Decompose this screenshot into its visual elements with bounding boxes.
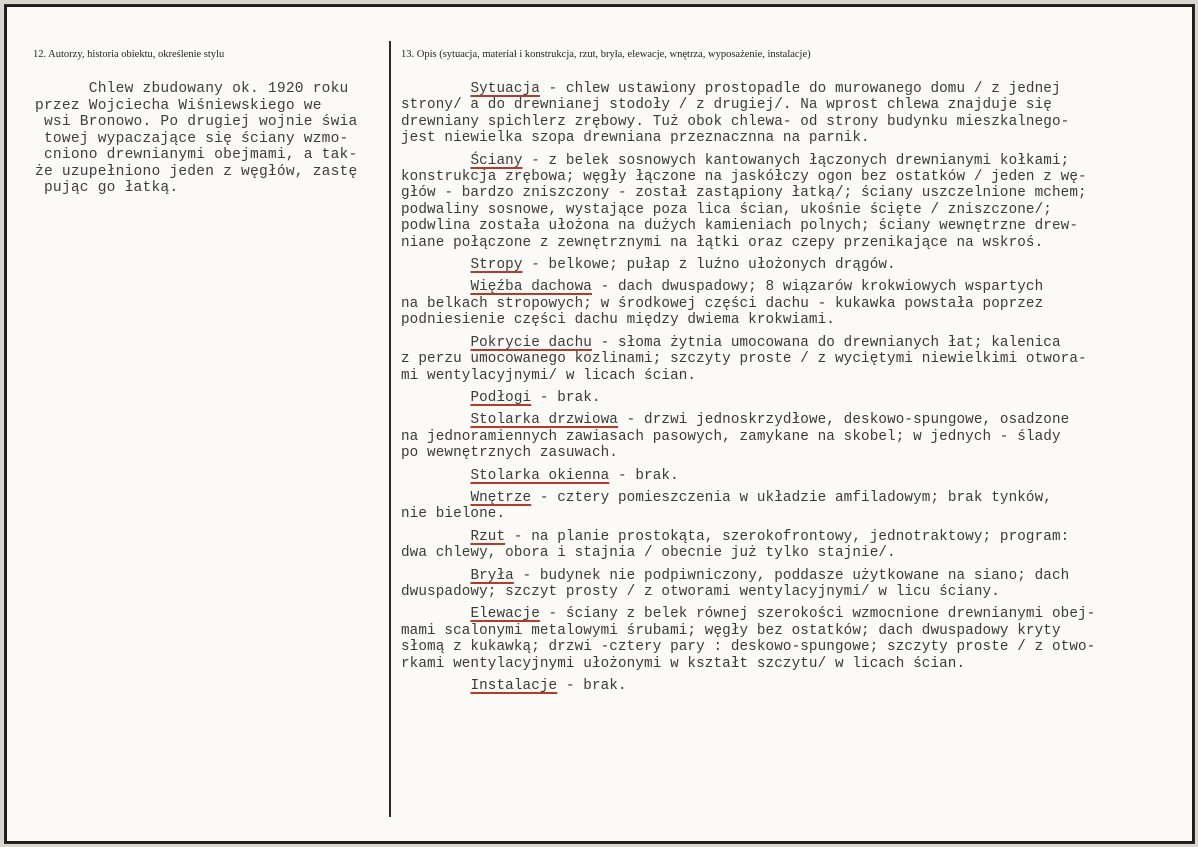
section-heading: Elewacje	[470, 606, 540, 623]
description-line: mi wentylacyjnymi/ w licach ścian.	[401, 367, 697, 384]
history-line: wsi Bronowo. Po drugiej wojnie świa	[35, 114, 358, 130]
description-line: po wewnętrznych zasuwach.	[401, 445, 618, 462]
description-section	[401, 153, 1181, 251]
section-heading: Podłogi	[470, 389, 532, 406]
description-line	[401, 257, 1181, 273]
description-line: z perzu umocowanego kozlinami; szczyty proste / z wyciętymi niewielkimi otwora-	[401, 351, 1087, 368]
description-line: słomą z kukawką; drzwi -cztery pary : deskowo-spungowe; szczyty proste / z otwo-	[401, 639, 1096, 656]
description-line: nie bielone.	[401, 506, 506, 523]
section-heading: Stolarka drzwiowa	[470, 412, 618, 429]
description-section	[401, 81, 1181, 147]
section-text: - chlew ustawiony prostopadle do murowanego domu / z jednej	[539, 81, 1061, 97]
history-line: towej wypaczające się ściany wzmo-	[35, 130, 349, 147]
section-text: - dach dwuspadowy; 8 wiązarów krokwiowych wspartych	[591, 279, 1044, 296]
description-section	[401, 529, 1181, 562]
history-line: cniono drewnianymi obejmami, a tak-	[35, 147, 358, 163]
section-heading: Rzut	[470, 528, 506, 545]
history-line: Chlew zbudowany ok. 1920 roku	[35, 81, 349, 97]
description-line: dwa chlewy, obora i stajnia / obecnie już tylko stajnie/.	[401, 545, 896, 562]
description-line	[401, 390, 1181, 406]
section-heading: Pokrycie dachu	[470, 334, 592, 351]
section-text: - z belek sosnowych kantowanych łączonych drewnianymi kołkami;	[522, 152, 1070, 169]
section-text: - brak.	[557, 678, 627, 694]
description-line	[401, 279, 1181, 295]
description-section	[401, 568, 1181, 601]
right-column-header: 13. Opis (sytuacja, materiał i konstrukcja, rzut, bryła, elewacje, wnętrza, wyposażenie, instalacje)	[401, 49, 811, 60]
section-text: - brak.	[531, 389, 601, 406]
description-section	[401, 335, 1181, 384]
description-line	[401, 678, 1181, 694]
description-line: drewniany spichlerz zrębowy. Tuż obok chlewa- od strony budynku mieszkalnego-	[401, 113, 1070, 130]
description-line: niane połączone z zewnętrznymi na łątki oraz czepy przenikające na wskroś.	[401, 234, 1044, 251]
description-section	[401, 279, 1181, 328]
description-line: podniesienie części dachu między dwiema krokwiami.	[401, 312, 835, 329]
section-heading: Stropy	[470, 257, 523, 274]
description-line: jest niewielka szopa drewniana przeznacznna na parnik.	[401, 130, 870, 147]
description-line: konstrukcja zrębowa; węgły łączone na jaskółczy ogon bez ostatków / jeden z wę-	[401, 169, 1087, 186]
section-heading: Stolarka okienna	[470, 467, 610, 484]
history-line: przez Wojciecha Wiśniewskiego we	[35, 97, 322, 114]
section-text: - ściany z belek równej szerokości wzmocnione drewnianymi obej-	[539, 606, 1096, 623]
history-text	[35, 81, 387, 197]
section-heading: Wnętrze	[470, 489, 532, 506]
description-line: strony/ a do drewnianej stodoły / z drugiej/. Na wprost chlewa znajduje się	[401, 97, 1052, 114]
section-text: - belkowe; pułap z luźno ułożonych drągów.	[522, 257, 896, 274]
description-line	[401, 153, 1181, 169]
description-line	[401, 81, 1181, 97]
description-text	[401, 81, 1181, 694]
section-text: - słoma żytnia umocowana do drewnianych łat; kalenica	[591, 334, 1061, 351]
description-line	[401, 468, 1181, 484]
description-line: rkami wentylacyjnymi ułożonymi w kształt szczytu/ w licach ścian.	[401, 655, 966, 672]
section-text: - drzwi jednoskrzydłowe, deskowo-spungowe, osadzone	[618, 412, 1070, 429]
section-text: - brak.	[609, 467, 679, 484]
description-line: mami scalonymi metalowymi śrubami; węgły bez ostatków; dach dwuspadowy kryty	[401, 622, 1061, 639]
description-line: na jednoramiennych zawiasach pasowych, zamykane na skobel; w jednych - ślady	[401, 428, 1061, 445]
section-heading: Bryła	[470, 567, 514, 584]
left-column-header: 12. Autorzy, historia obiektu, określenie stylu	[33, 49, 225, 60]
description-line: na belkach stropowych; w środkowej części dachu - kukawka powstała poprzez	[401, 295, 1044, 312]
history-line: pując go łatką.	[35, 180, 179, 196]
description-section	[401, 468, 1181, 484]
document-sheet	[4, 4, 1195, 844]
section-heading: Sytuacja	[470, 81, 540, 97]
description-section	[401, 390, 1181, 406]
section-text: - budynek nie podpiwniczony, poddasze użytkowane na siano; dach	[513, 567, 1070, 584]
description-line	[401, 606, 1181, 622]
description-line	[401, 412, 1181, 428]
description-line: głów - bardzo zniszczony - został zastąpiony łatką/; ściany uszczelnione mchem;	[401, 185, 1087, 202]
history-line: że uzupełniono jeden z węgłów, zastę	[35, 163, 358, 180]
description-section	[401, 490, 1181, 523]
description-line: dwuspadowy; szczyt prosty / z otworami wentylacyjnymi/ w licu ściany.	[401, 583, 1000, 600]
description-section	[401, 412, 1181, 461]
description-section	[401, 257, 1181, 273]
section-text: - na planie prostokąta, szerokofrontowy, jednotraktowy; program:	[505, 528, 1070, 545]
description-line: podwaliny sosnowe, wystające poza lica ścian, ukośnie ścięte / zniszczone/;	[401, 201, 1052, 218]
section-heading: Ściany	[470, 152, 523, 169]
description-line: podwlina została ułożona na dużych kamieniach polnych; ściany wewnętrzne drew-	[401, 218, 1079, 235]
description-section	[401, 678, 1181, 694]
description-section	[401, 606, 1181, 672]
section-heading: Instalacje	[470, 678, 558, 694]
description-line	[401, 490, 1181, 506]
description-line	[401, 568, 1181, 584]
section-text: - cztery pomieszczenia w układzie amfiladowym; brak tynków,	[531, 489, 1052, 506]
description-line	[401, 335, 1181, 351]
section-heading: Więźba dachowa	[470, 279, 592, 296]
column-divider	[389, 41, 391, 817]
description-line	[401, 529, 1181, 545]
